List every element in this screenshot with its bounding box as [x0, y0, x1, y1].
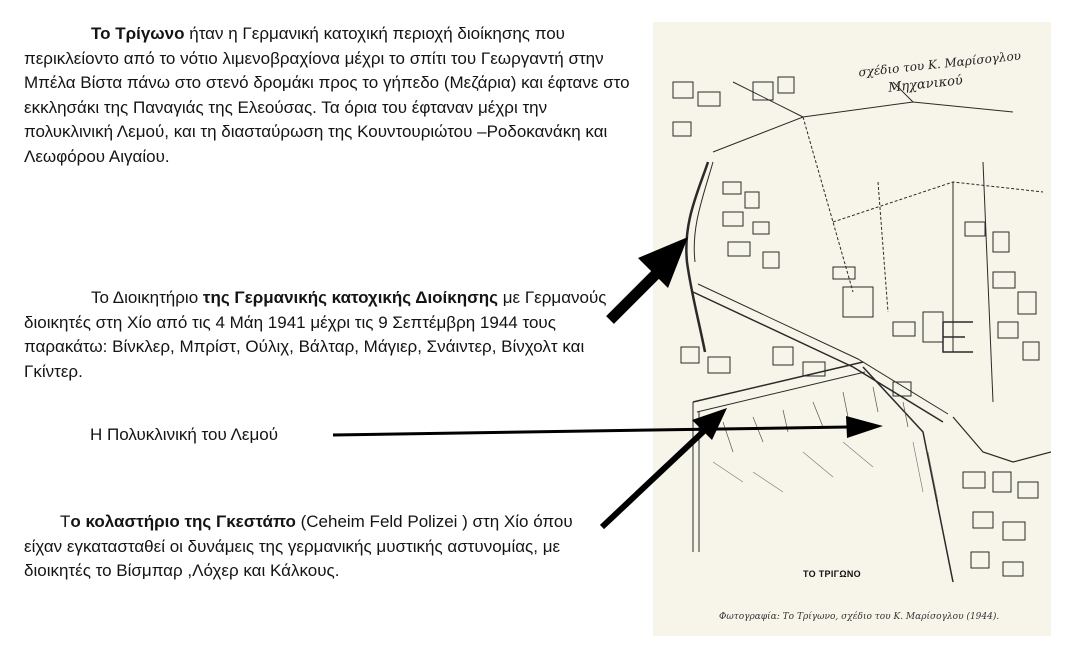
paragraph-trigono-lead: Το Τρίγωνο — [91, 24, 185, 43]
paragraph-gestapo-pre: Τ — [60, 512, 71, 531]
map-image — [653, 22, 1051, 636]
map-caption: Φωτογραφία: Το Τρίγωνο, σχέδιο του Κ. Μαρίσογλου (1944). — [719, 612, 1000, 622]
label-polykliniki-text: Η Πολυκλινική του Λεμού — [90, 425, 279, 444]
label-polykliniki — [90, 423, 278, 448]
paragraph-gestapo-bold: ο κολαστήριο της Γκεστάπο — [70, 512, 296, 531]
paragraph-gestapo — [24, 510, 614, 584]
paragraph-trigono — [24, 22, 639, 170]
paragraph-dioikitirio-post: με Γερμανούς διοικητές στη Χίο από τις 4 Μάη 1941 μέχρι τις 9 Σεπτέμβρη 1944 τους παρακάτω: Βίνκλερ, Μπρίστ, Ούλιχ, Βάλταρ, Μάγιερ, Σνάιντερ, Βίνχολτ και Γκίντερ. — [24, 288, 607, 381]
map-drawing — [653, 22, 1051, 636]
map-area-label: ΤΟ ΤΡΙΓΩΝΟ — [803, 569, 861, 579]
paragraph-dioikitirio-bold: της Γερμανικής κατοχικής Διοίκησης — [202, 288, 498, 307]
map-handwritten-note: σχέδιο του Κ. Μαρίσογλου — [857, 48, 1022, 80]
paragraph-trigono-text: ήταν η Γερμανική κατοχική περιοχή διοίκησης που περικλείοντο από το νότιο λιμενοβραχίονα μέχρι το σπίτι του Γεωργαντή στην Μπέλα Βίστα πάνω στο στενό δρομάκι προς το γήπεδο (Μεζάρια) και έφτανε στο εκκλησάκι της Παναγιάς της Ελεούσας. Τα όρια του έφταναν μέχρι την πολυκλινική Λεμού, και τη διασταύρωση της Κουντουριώτου –Ροδοκανάκη και Λεωφόρου Αιγαίου. — [24, 24, 630, 166]
paragraph-gestapo-post: (Ceheim Feld Polizei ) στη Χίο όπου είχαν εγκατασταθεί οι δυνάμεις της γερμανικής μυστικής αστυνομίας, με διοικητές το Βίσμπαρ ,Λόχερ και Κάλκους. — [24, 512, 573, 581]
map-handwritten-note-2: Μηχανικού — [887, 73, 964, 96]
paragraph-dioikitirio — [24, 286, 644, 384]
paragraph-dioikitirio-pre: Το Διοικητήριο — [91, 288, 203, 307]
